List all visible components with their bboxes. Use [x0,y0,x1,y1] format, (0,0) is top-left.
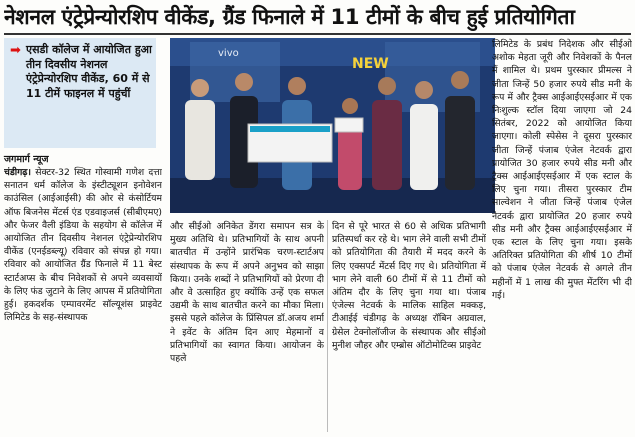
dateline: चंडीगढ़। [4,167,31,178]
column-divider [327,220,328,432]
column-4-text: लिमिटेड के प्रबंध निदेशक और सीईओ अशोक मेहता जूरी और निवेशकों के पैनल में शामिल थे। प्रथम पुरस्कार प्रीमल्स ने जीता जिन्हें 50 हजार रुपये सीड मनी के रूप में और ट्रैक्स आईआईएसईआर में एक निःशुल्क स्टॉल दिया जाएगा जो 24 सितंबर, 2022 को आयोजित किया जाएगा। कोली स्पेसेस ने दूसरा पुरस्कार जीता जिन्हें पंजाब एंजेल नेटवर्क द्वारा प्रायोजित 30 हजार रुपये सीड मनी और ट्रैक्स आईआईएसईआर में एक स्टाल के लिए चुना गया। तीसरा पुरस्कार टीम साल्वेशन ने जीता जिन्हें पंजाब एंजेल नेटवर्क द्वारा प्रायोजित 20 हजार रुपये सीड मनी और ट्रैक्स आईआईएसईआर में एक स्टाल के लिए चुना गया। इसके अतिरिक्त प्रतियोगिता की शीर्ष 10 टीमों को पंजाब एंजेल नेटवर्क से अगले तीन महीनों में 1 लाख की मुफ्त मेंटरिंग भी दी गई। [492,39,632,301]
article-column-2 [170,220,324,434]
photo-brand: vivo [218,48,239,59]
headline: नेशनल एंट्रेप्रेन्योरशिप वीकेंड, ग्रैंड फिनाले में 11 टीमों के बीच हुई प्रतियोगिता [4,5,575,29]
arrow-icon: ➡ [10,43,21,58]
article-column-1 [4,166,162,434]
article-column-3 [332,220,486,434]
byline: जगमार्ग न्यूज [4,154,49,165]
article-column-4 [492,38,632,434]
photo-banner: NEW [352,56,389,72]
subhead-text: एसडी कॉलेज में आयोजित हुआ तीन दिवसीय नेशनल एंट्रेप्रेन्योरशिप वीकेंड, 60 में से 11 टीमें फाइनल में पहुंचीं [26,43,152,100]
subhead-box [4,38,156,148]
headline-rule [4,33,631,35]
event-photo [170,38,495,213]
column-1-text: सेक्टर-32 स्थित गोस्वामी गणेश दत्ता सनातन धर्म कॉलेज के इंस्टीट्यूशन इनोवेशन काउंसिल (आईआईसी) की ओर से कंसोर्टियम ऑफ बिजनेस मेंटर्स एंड एडवाइजर्स (सीबीएमए) और फेजर वैली इंडिया के सहयोग से कॉलेज में आयोजित तीन दिवसीय नेशनल एंट्रेप्रेन्योरशिप वीकेंड (एनईडब्ल्यू) रविवार को संपन्न हो गया। रविवार को आयोजित ग्रैंड फिनाले में 11 बेस्ट स्टार्टअप्स के बीच निवेशकों से अपने व्यवसायों के लिए फंड जुटाने के लिए आपस में प्रतियोगिता हुई। हकदर्शक एम्पावरमेंट सॉल्यूशंस प्राइवेट लिमिटेड के सह-संस्थापक [4,167,162,324]
column-3-text: दिन से पूरे भारत से 60 से अधिक प्रतिभागी प्रतिस्पर्धा कर रहे थे। भाग लेने वाली सभी टीमों को प्रतियोगिता की तैयारी में मदद करने के लिए एक्सपर्ट मेंटर्स दिए गए थे। प्रतियोगिता में भाग लेने वाली 60 टीमों में से 11 टीमों को अंतिम दौर के लिए चुना गया था। पंजाब एंजेल्स नेटवर्क के मालिक साहिल मक्कड़, टीआईई चंडीगढ़ के अध्यक्ष रॉबिन अग्रवाल, ग्रेसेल टेक्नोलॉजीज के संस्थापक और सीईओ मुनीश जौहर और एम्ब्रोस ऑटोमोटिव्स प्राइवेट [332,221,486,351]
column-2-text: और सीईओ अनिकेत डेंगरा समापन सत्र के मुख्य अतिथि थे। प्रतिभागियों के साथ अपनी बातचीत में उन्होंने प्रारंभिक चरण-स्टार्टअप संस्थापक के रूप में अपने अनुभव को साझा किया। उनके शब्दों ने प्रतिभागियों को प्रेरणा दी और वे उत्साहित हुए क्योंकि उन्हें एक सफल उद्यमी के साथ बातचीत करने का मौका मिला। इससे पहले कॉलेज के प्रिंसिपल डॉ.अजय शर्मा ने इवेंट के अंतिम दिन आए मेहमानों व प्रतिभागियों का स्वागत किया। आयोजन के पहले [170,221,324,365]
